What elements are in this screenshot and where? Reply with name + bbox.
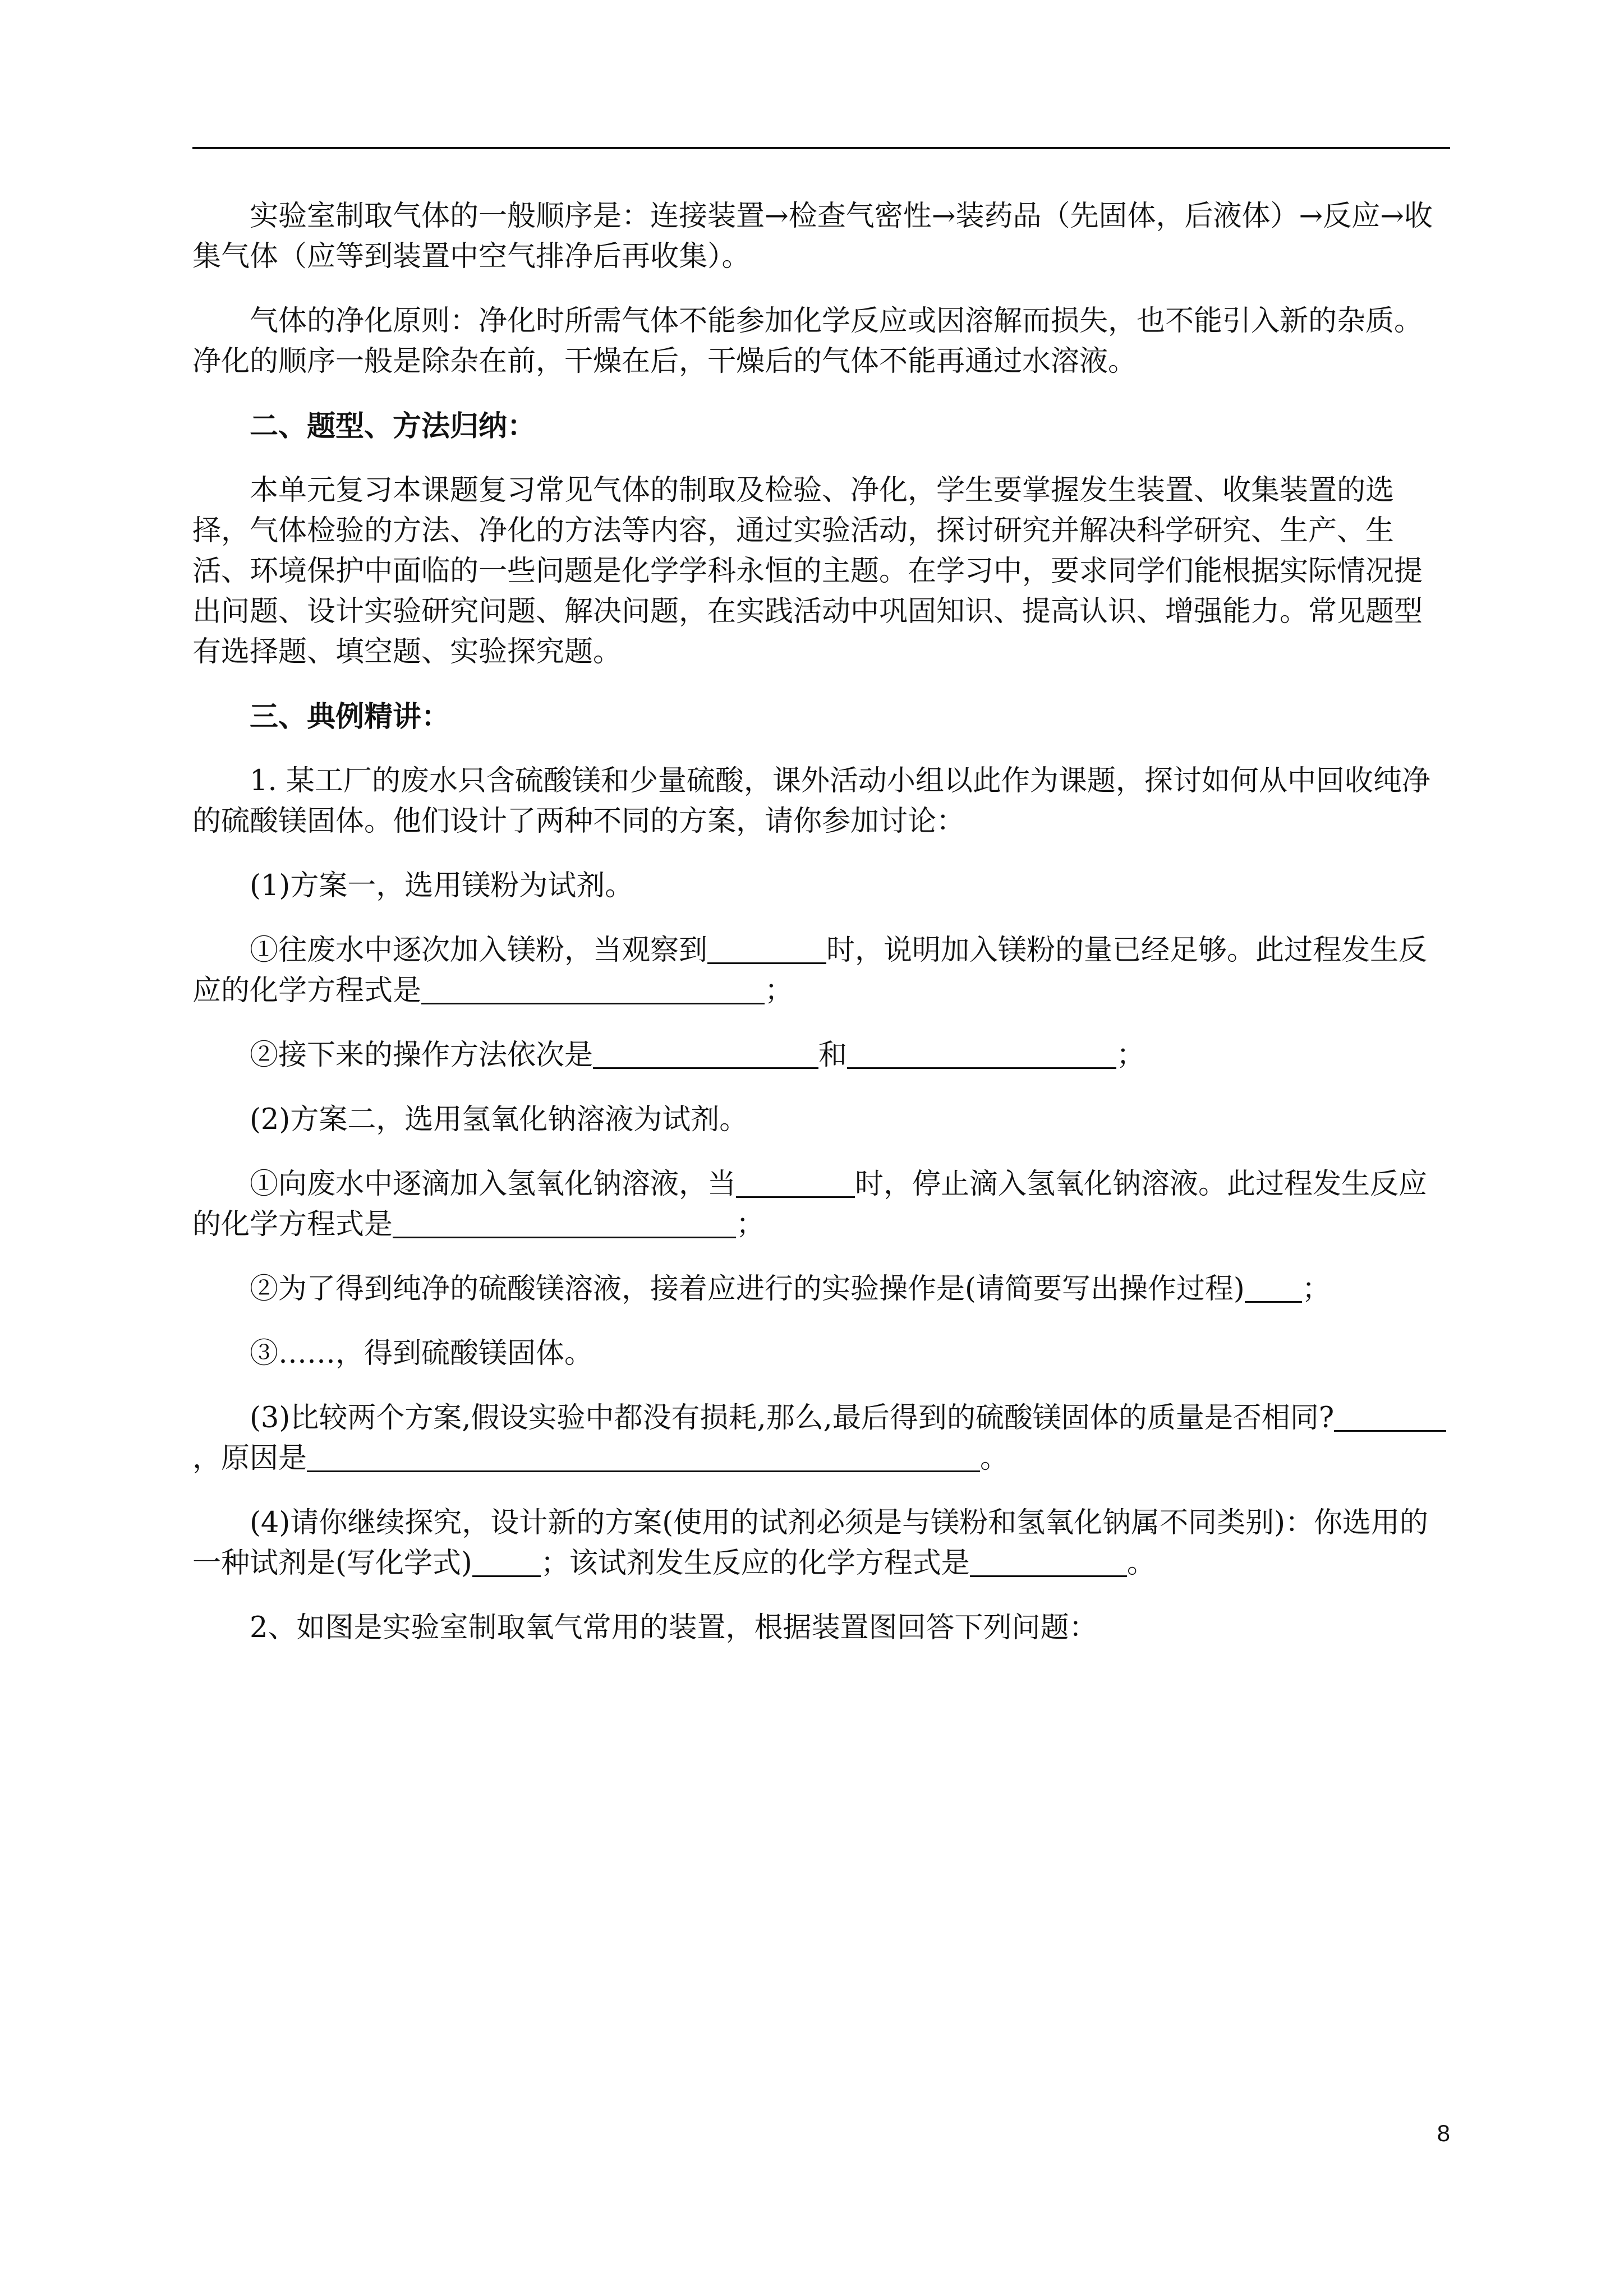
heading-question-types: 二、题型、方法归纳： [250,409,536,443]
q1-part1-title: (1)方案一，选用镁粉为试剂。 [250,869,634,902]
heading-examples: 三、典例精讲： [250,700,450,734]
question-1-stem: 1. 某工厂的废水只含硫酸镁和少量硫酸，课外活动小组以此作为课题，探讨如何从中回收纯净的硫酸镁固体。他们设计了两种不同的方案，请你参加讨论： [192,764,1430,838]
q1-part1-a: ①往废水中逐次加入镁粉，当观察到 时，说明加入镁粉的量已经足够。此过程发生反应的化学方程式是 ； [192,930,1450,1011]
q1-part2-c: ③……，得到硫酸镁固体。 [250,1337,594,1370]
q1-part1-b: ②接下来的操作方法依次是 和 ； [192,1035,1450,1076]
q1-part4: (4)请你继续探究，设计新的方案(使用的试剂必须是与镁粉和氢氧化钠属不同类别)：你选用的一种试剂是(写化学式) ；该试剂发生反应的化学方程式是 。 [192,1506,1429,1580]
answer-blank[interactable] [472,1545,541,1577]
answer-blank[interactable] [593,1037,818,1069]
page-body [192,196,1450,1648]
answer-blank[interactable] [736,1166,855,1198]
q1-part2-b: ②为了得到纯净的硫酸镁溶液，接着应进行的实验操作是(请简要写出操作过程) ； [192,1269,1450,1310]
header-rule [192,147,1450,149]
answer-blank[interactable] [393,1206,736,1238]
q1-part3: (3)比较两个方案,假设实验中都没有损耗,那么,最后得到的硫酸镁固体的质量是否相同?，原因是 。 [192,1398,1450,1479]
paragraph-unit-summary: 本单元复习本课题复习常见气体的制取及检验、净化，学生要掌握发生装置、收集装置的选择，气体检验的方法、净化的方法等内容，通过实验活动，探讨研究并解决科学研究、生产、生活、环境保护中面临的一些问题是化学学科永恒的主题。在学习中，要求同学们能根据实际情况提出问题、设计实验研究问题、解决问题，在实践活动中巩固知识、提高认识、增强能力。常见题型有选择题、填空题、实验探究题。 [192,474,1423,668]
answer-blank[interactable] [847,1037,1116,1069]
answer-blank[interactable] [421,972,765,1004]
q1-part2-a: ①向废水中逐滴加入氢氧化钠溶液，当 时，停止滴入氢氧化钠溶液。此过程发生反应的化学方程式是 ； [192,1164,1450,1245]
answer-blank[interactable] [707,932,826,964]
question-2-stem: 2、如图是实验室制取氧气常用的装置，根据装置图回答下列问题： [250,1611,1098,1644]
paragraph-gas-procedure: 实验室制取气体的一般顺序是：连接装置→检查气密性→装药品（先固体，后液体）→反应→收集气体（应等到装置中空气排净后再收集）。 [192,200,1433,273]
page-number: 8 [1437,2120,1450,2146]
paragraph-purification: 气体的净化原则：净化时所需气体不能参加化学反应或因溶解而损失，也不能引入新的杂质。净化的顺序一般是除杂在前，干燥在后，干燥后的气体不能再通过水溶液。 [192,305,1423,378]
answer-blank[interactable] [1245,1271,1302,1303]
answer-blank[interactable] [970,1545,1127,1577]
answer-blank[interactable] [307,1440,980,1472]
q1-part2-title: (2)方案二，选用氢氧化钠溶液为试剂。 [250,1103,748,1136]
answer-blank[interactable] [1334,1400,1446,1432]
